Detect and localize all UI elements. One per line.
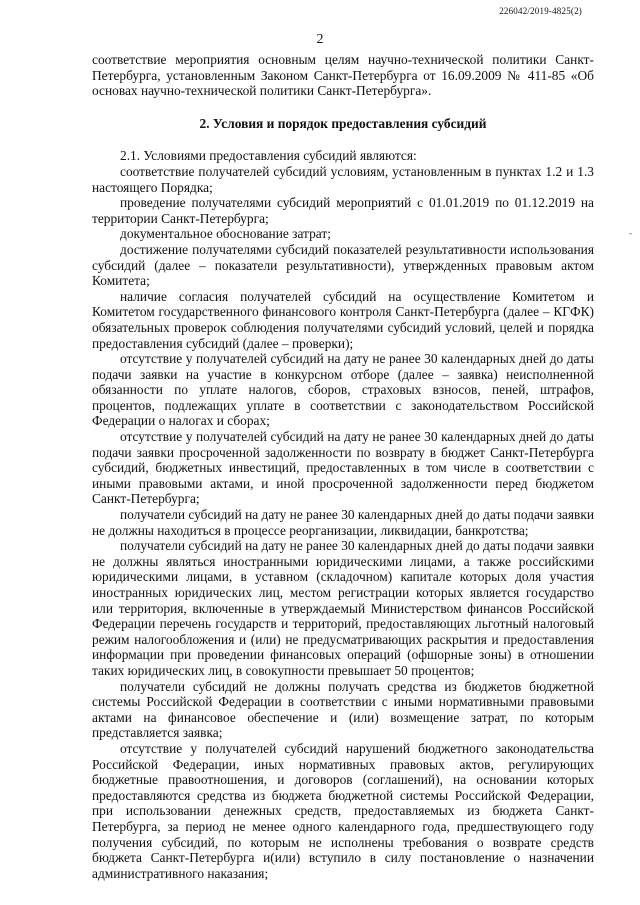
section-title: 2. Условия и порядок предоставления субсидий	[199, 115, 487, 131]
document-number: 226042/2019-4825(2)	[499, 6, 582, 16]
document-body	[92, 52, 594, 881]
page-number: 2	[316, 32, 324, 47]
intro-paragraph: соответствие мероприятия основным целям научно-технической политики Санкт-Петербурга, установленным Законом Санкт-Петербурга от 16.09.2009 № 411-85 «Об основах научно-технической политики Санкт-Петербурга».	[92, 52, 594, 99]
paragraph: достижение получателями субсидий показателей результативности использования субсидий (далее – показатели результативности), утвержденных правовым актом Комитета;	[92, 241, 594, 289]
paragraph: получатели субсидий на дату не ранее 30 календарных дней до даты подачи заявки не должны являться иностранными юридическими лицами, а также российскими юридическими лицами, в уставном (складочном) капитале которых доля участия иностранных юридических лиц, местом регистрации которых является государство или территория, включенные в утверждаемый Министерством финансов Российской Федерации перечень государств и территорий, предоставляющих льготный налоговый режим налогообложения и (или) не предусматривающих раскрытия и предоставления информации при проведении финансовых операций (офшорные зоны) в отношении таких юридических лиц, в совокупности превышает 50 процентов;	[92, 538, 594, 678]
paragraph: отсутствие у получателей субсидий на дату не ранее 30 календарных дней до даты подачи заявки просроченной задолженности по возврату в бюджет Санкт-Петербурга субсидий, бюджетных инвестиций, предоставленных в том числе в соответствии с иными правовыми актами, и иной просроченной задолженности перед бюджетом Санкт-Петербурга;	[92, 429, 594, 507]
paragraph: документальное обоснование затрат;	[120, 226, 331, 242]
paragraph: проведение получателями субсидий мероприятий с 01.01.2019 по 01.12.2019 на территории Санкт-Петербурга;	[92, 195, 594, 226]
paragraph: получатели субсидий на дату не ранее 30 календарных дней до даты подачи заявки не должны находиться в процессе реорганизации, ликвидации, банкротства;	[92, 507, 594, 538]
paragraph: отсутствие у получателей субсидий на дату не ранее 30 календарных дней до даты подачи заявки на участие в конкурсном отборе (далее – заявка) неисполненной обязанности по уплате налогов, сборов, страховых взносов, пеней, штрафов, процентов, подлежащих уплате в соответствии с законодательством Российской Федерации о налогах и сборах;	[92, 351, 594, 429]
paragraph: наличие согласия получателей субсидий на осуществление Комитетом и Комитетом государственного финансового контроля Санкт-Петербурга (далее – КГФК) обязательных проверок соблюдения получателями субсидий условий, целей и порядка предоставления субсидий (далее – проверки);	[92, 288, 594, 351]
paragraph: соответствие получателей субсидий условиям, установленным в пунктах 1.2 и 1.3 настоящего Порядка;	[92, 163, 594, 195]
margin-mark: -	[629, 228, 632, 238]
paragraph: 2.1. Условиями предоставления субсидий являются:	[120, 148, 417, 164]
paragraph: получатели субсидий не должны получать средства из бюджетов бюджетной системы Российской Федерации в соответствии с иными нормативными правовыми актами на финансовое обеспечение и (или) возмещение затрат, по которым представляется заявка;	[92, 678, 594, 741]
paragraph: отсутствие у получателей субсидий нарушений бюджетного законодательства Российской Федерации, иных нормативных правовых актов, регулирующих бюджетные правоотношения, и договоров (соглашений), на основании которых предоставляются средства из бюджета бюджетной системы Российской Федерации, при использовании денежных средств, предоставляемых из бюджета Санкт-Петербурга, за период не менее одного календарного года, предшествующего году получения субсидий, по которым не исполнены требования о возврате средств бюджета Санкт-Петербурга и(или) вступило в силу постановление о назначении административного наказания;	[92, 740, 594, 881]
